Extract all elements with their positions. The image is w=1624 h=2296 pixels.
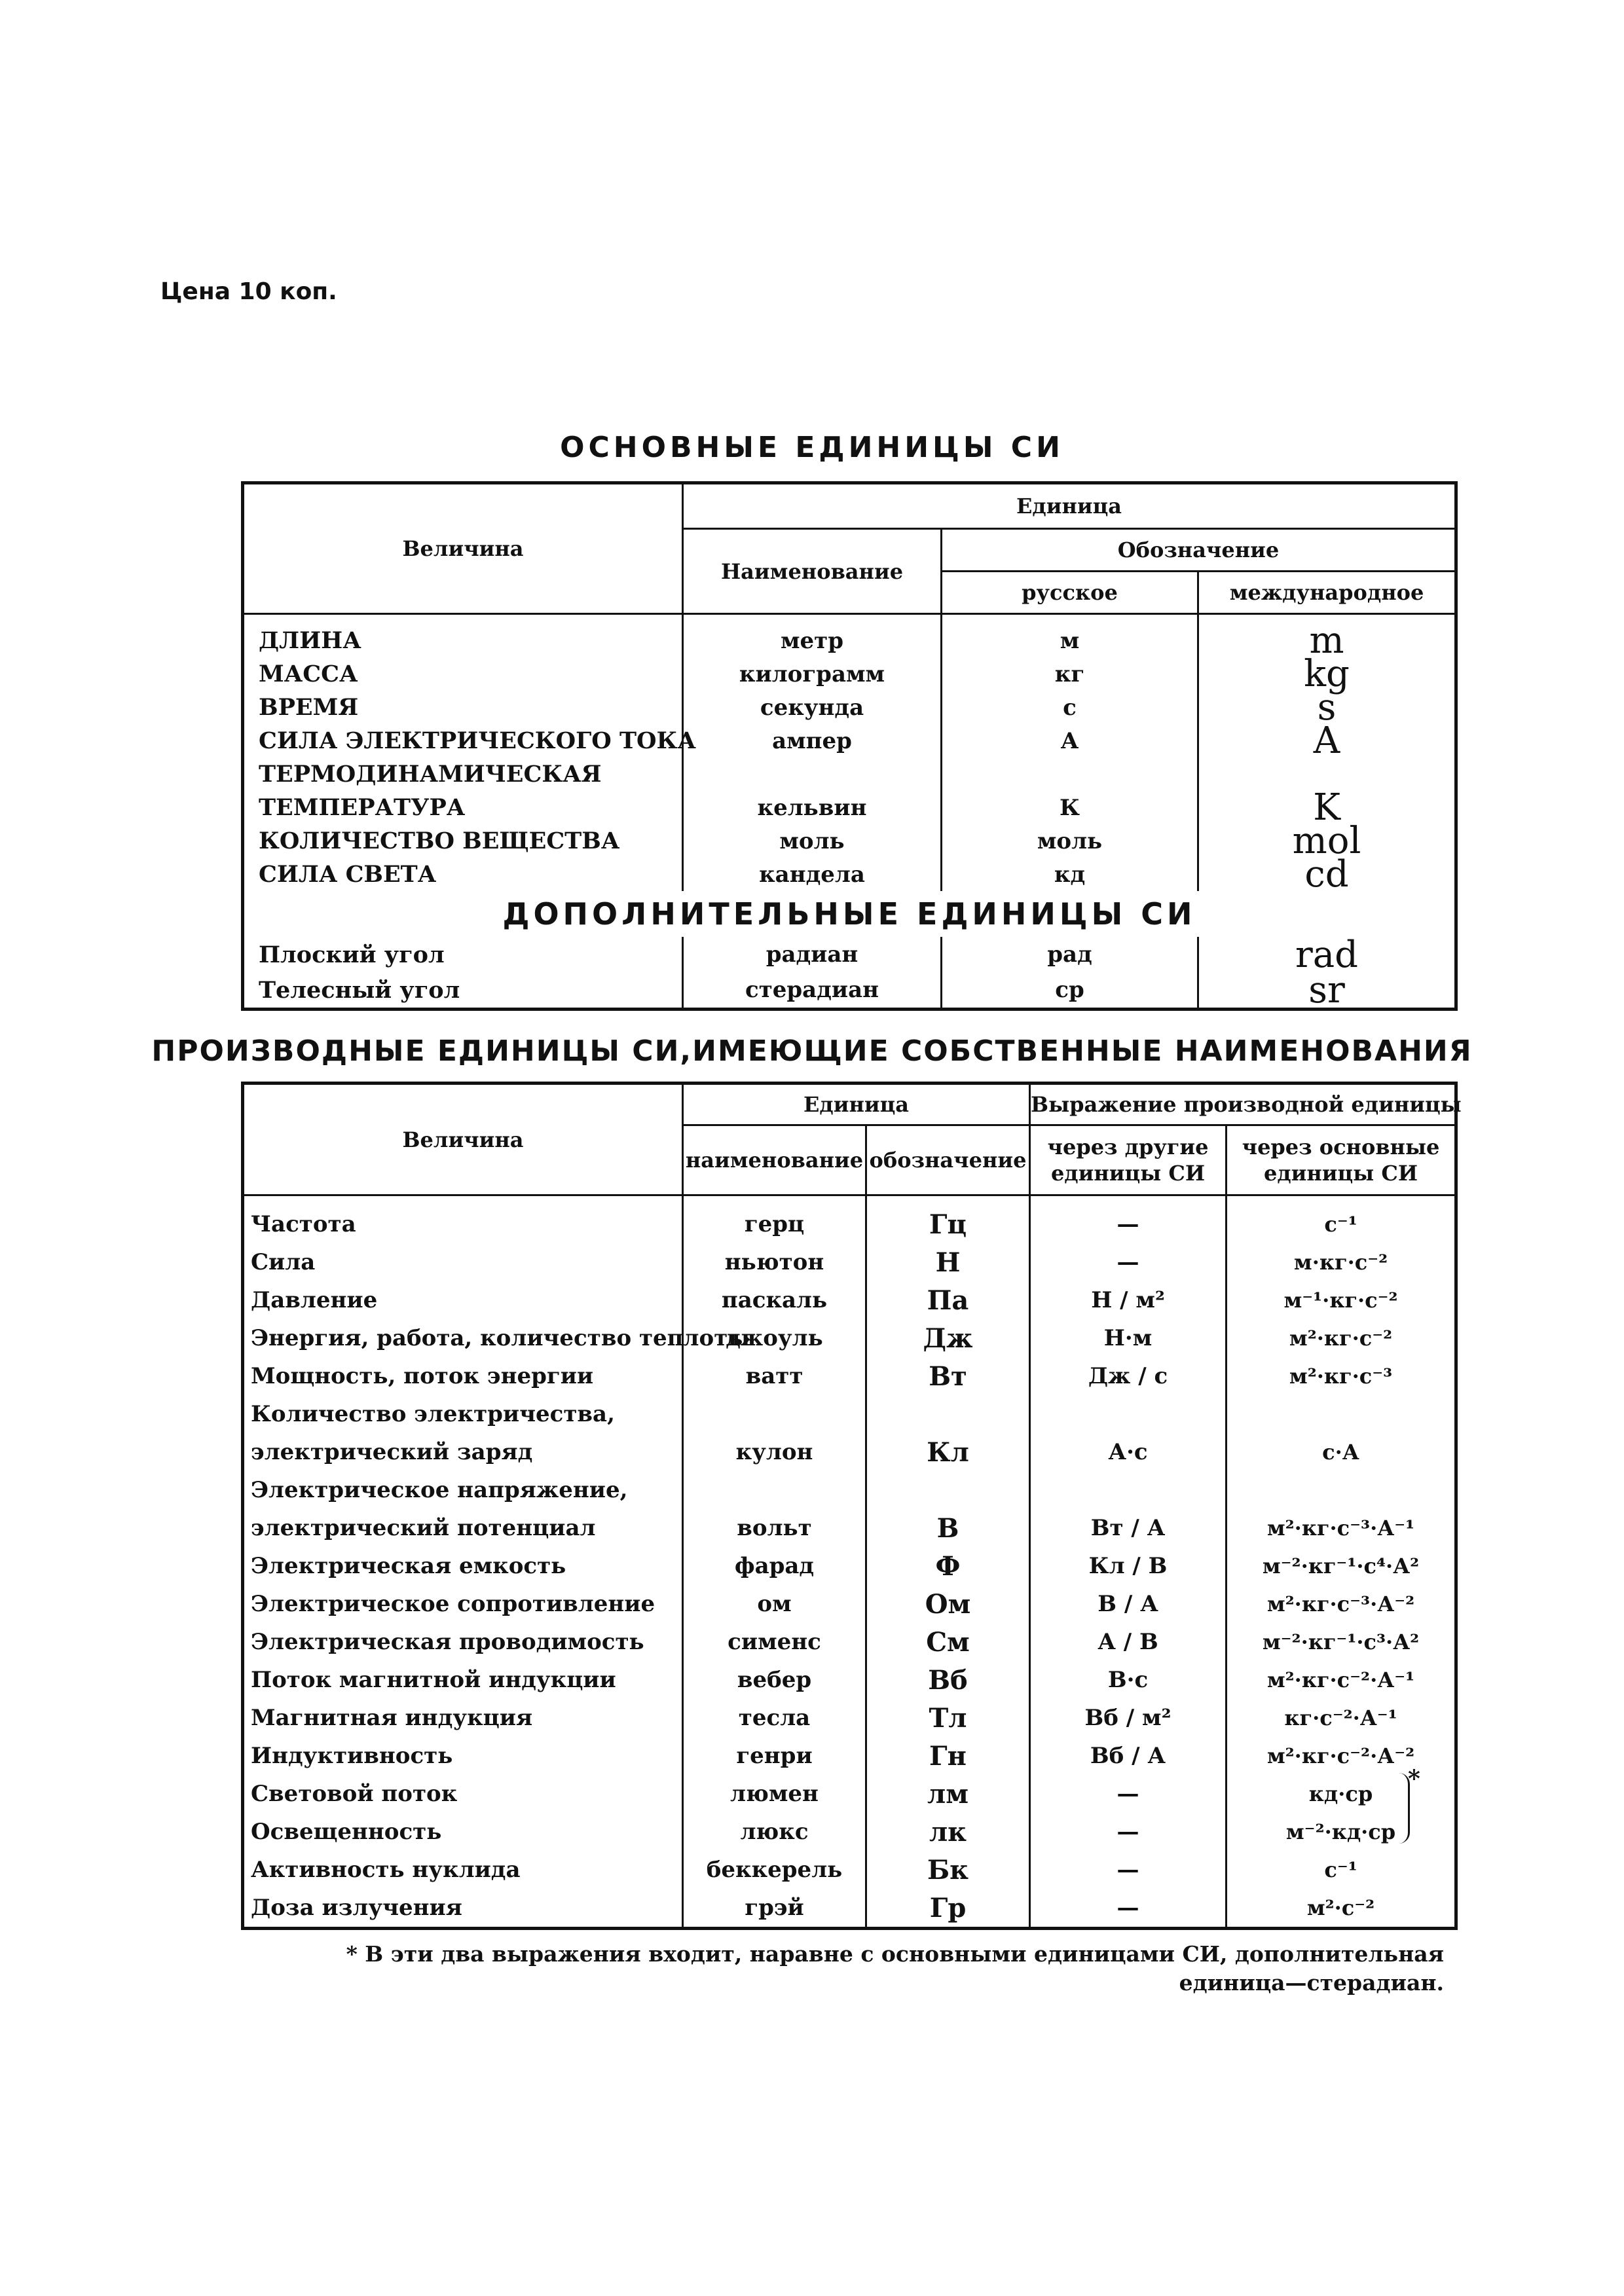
intl-symbol-cell: s [1198,691,1456,724]
unit-symbol-cell [866,1395,1030,1433]
quantity-cell: Поток магнитной индукции [251,1667,616,1693]
unit-name-cell [683,1395,866,1433]
table-row [243,724,1456,757]
intl-symbol-cell: cd [1198,858,1456,891]
header-designation: обозначение [866,1125,1030,1195]
table-row [243,1737,1456,1775]
ru-symbol-cell: м [942,624,1198,657]
unit-name-cell: сименс [683,1623,866,1661]
via-base-units-cell: с⁻¹ [1227,1205,1456,1243]
unit-name-cell: джоуль [683,1319,866,1357]
ru-symbol-cell: кг [942,657,1198,691]
quantity-cell: СИЛА СВЕТА [259,861,437,888]
footnote-line-2: единица—стерадиан. [1179,1970,1444,1995]
header-quantity: Величина [243,483,683,614]
intl-symbol-cell: mol [1198,824,1456,858]
via-other-units-cell: — [1030,1889,1227,1929]
unit-name-cell: метр [683,624,942,657]
table-row [243,1281,1456,1319]
unit-symbol-cell: Вт [866,1357,1030,1395]
via-other-units-cell: В / А [1030,1585,1227,1623]
via-base-units-cell: м²·кг·с⁻³ [1227,1357,1456,1395]
table-row [243,657,1456,691]
via-other-units-cell: — [1030,1851,1227,1889]
quantity-cell: электрический потенциал [251,1515,596,1541]
table-row [243,1433,1456,1471]
brace-mark [1399,1765,1420,1851]
quantity-cell: МАССА [259,661,358,687]
ru-symbol-cell: А [942,724,1198,757]
via-other-units-cell: — [1030,1813,1227,1851]
unit-name-cell: герц [683,1205,866,1243]
quantity-cell: СИЛА ЭЛЕКТРИЧЕСКОГО ТОКА [259,727,696,754]
unit-name-cell: фарад [683,1547,866,1585]
price-label: Цена 10 коп. [160,278,337,305]
header-via-base-line1: через основные [1242,1135,1440,1159]
table-row [243,624,1456,657]
quantity-cell: ТЕРМОДИНАМИЧЕСКАЯ [259,761,602,788]
unit-symbol-cell: Кл [866,1433,1030,1471]
quantity-cell: Активность нуклида [251,1857,521,1883]
quantity-cell: Телесный угол [259,976,460,1004]
via-base-units-cell: м⁻²·кг⁻¹·с⁴·А² [1227,1547,1456,1585]
ru-symbol-cell: рад [942,937,1198,972]
unit-symbol-cell [866,1471,1030,1509]
table-row [243,1585,1456,1623]
table-row [243,937,1456,972]
unit-symbol-cell: Гн [866,1737,1030,1775]
quantity-cell: Электрическое сопротивление [251,1591,655,1617]
derived-units-table [241,1082,1462,1930]
supplementary-units-title: ДОПОЛНИТЕЛЬНЫЕ ЕДИНИЦЫ СИ [502,896,1196,932]
via-base-units-cell: м²·с⁻² [1227,1889,1456,1929]
quantity-cell: Плоский угол [259,941,445,968]
header-expression: Выражение производной единицы [1030,1084,1456,1125]
unit-symbol-cell: Па [866,1281,1030,1319]
unit-name-cell: беккерель [683,1851,866,1889]
unit-name-cell: кулон [683,1433,866,1471]
intl-symbol-cell: K [1198,791,1456,824]
via-other-units-cell [1030,1471,1227,1509]
table-row [243,858,1456,891]
table-row [243,1205,1456,1243]
quantity-cell: Доза излучения [251,1895,462,1921]
unit-symbol-cell: лм [866,1775,1030,1813]
via-base-units-cell: м²·кг·с⁻³·А⁻² [1227,1585,1456,1623]
header-name: Наименование [683,529,942,614]
quantity-cell: Индуктивность [251,1743,453,1769]
unit-name-cell: стерадиан [683,972,942,1010]
via-base-units-cell: м²·кг·с⁻²·А⁻² [1227,1737,1456,1775]
ru-symbol-cell: К [942,791,1198,824]
ru-symbol-cell: ср [942,972,1198,1010]
table-row [243,757,1456,791]
header-unit: Единица [683,1084,1030,1125]
unit-name-cell: кандела [683,858,942,891]
unit-symbol-cell: Н [866,1243,1030,1281]
via-base-units-cell: м²·кг·с⁻² [1227,1319,1456,1357]
table-row [243,1623,1456,1661]
quantity-cell: Электрическая емкость [251,1553,566,1579]
intl-symbol-cell: rad [1198,937,1456,972]
unit-name-cell [683,757,942,791]
header-russian: русское [942,572,1198,614]
ru-symbol-cell [942,757,1198,791]
header-via-other-line1: через другие [1047,1135,1209,1159]
unit-name-cell: ватт [683,1357,866,1395]
brace-asterisk: * [1408,1765,1420,1793]
via-other-units-cell: Н / м² [1030,1281,1227,1319]
header-quantity: Величина [243,1084,683,1195]
quantity-cell: ТЕМПЕРАТУРА [259,794,466,821]
intl-symbol-cell: sr [1198,972,1456,1010]
via-base-units-cell: м⁻²·кг⁻¹·с³·А² [1227,1623,1456,1661]
via-other-units-cell: Дж / с [1030,1357,1227,1395]
via-base-units-cell: с·А [1227,1433,1456,1471]
via-other-units-cell: Н·м [1030,1319,1227,1357]
header-via-base-line2: единицы СИ [1263,1161,1418,1186]
unit-name-cell [683,1471,866,1509]
table-row [243,1509,1456,1547]
derived-units-title: ПРОИЗВОДНЫЕ ЕДИНИЦЫ СИ,ИМЕЮЩИЕ СОБСТВЕННЫЕ НАИМЕНОВАНИЯ [151,1034,1473,1068]
table-row [243,1775,1456,1813]
unit-name-cell: килограмм [683,657,942,691]
quantity-cell: ВРЕМЯ [259,694,359,721]
unit-name-cell: радиан [683,937,942,972]
quantity-cell: ДЛИНА [259,627,361,654]
table-row [243,791,1456,824]
via-other-units-cell: Вб / А [1030,1737,1227,1775]
quantity-cell: Количество электричества, [251,1401,615,1427]
quantity-cell: Электрическое напряжение, [251,1477,628,1503]
quantity-cell: Электрическая проводимость [251,1629,644,1655]
table-row [243,1395,1456,1433]
unit-name-cell: кельвин [683,791,942,824]
via-base-units-cell: м⁻²·кд·ср [1227,1813,1456,1851]
quantity-cell: Световой поток [251,1781,458,1807]
unit-symbol-cell: Ом [866,1585,1030,1623]
unit-symbol-cell: В [866,1509,1030,1547]
base-units-title: ОСНОВНЫЕ ЕДИНИЦЫ СИ [560,431,1064,464]
quantity-cell: Магнитная индукция [251,1705,533,1731]
header-via-other-units [1030,1125,1227,1195]
via-base-units-cell: м·кг·с⁻² [1227,1243,1456,1281]
unit-symbol-cell: Бк [866,1851,1030,1889]
table-row [243,1889,1456,1929]
via-base-units-cell [1227,1471,1456,1509]
unit-name-cell: люмен [683,1775,866,1813]
unit-symbol-cell: См [866,1623,1030,1661]
table-row [243,1471,1456,1509]
quantity-cell: Освещенность [251,1819,442,1845]
via-base-units-cell: с⁻¹ [1227,1851,1456,1889]
via-other-units-cell: — [1030,1775,1227,1813]
unit-name-cell: люкс [683,1813,866,1851]
quantity-cell: Частота [251,1211,356,1237]
via-other-units-cell: Вб / м² [1030,1699,1227,1737]
header-via-base-units [1227,1125,1456,1195]
via-other-units-cell: В·с [1030,1661,1227,1699]
unit-name-cell: ньютон [683,1243,866,1281]
unit-name-cell: моль [683,824,942,858]
via-base-units-cell: м⁻¹·кг·с⁻² [1227,1281,1456,1319]
via-base-units-cell: кг·с⁻²·А⁻¹ [1227,1699,1456,1737]
base-units-table [241,481,1458,1011]
unit-name-cell: вольт [683,1509,866,1547]
header-unit: Единица [683,483,1456,529]
unit-name-cell: вебер [683,1661,866,1699]
intl-symbol-cell: m [1198,624,1456,657]
via-other-units-cell [1030,1395,1227,1433]
unit-name-cell: грэй [683,1889,866,1929]
table-row [243,1319,1456,1357]
quantity-cell: Энергия, работа, количество теплоты [251,1325,750,1351]
unit-name-cell: тесла [683,1699,866,1737]
via-other-units-cell: — [1030,1205,1227,1243]
table-row [243,824,1456,858]
via-other-units-cell: Вт / А [1030,1509,1227,1547]
intl-symbol-cell: A [1198,724,1456,757]
via-other-units-cell: — [1030,1243,1227,1281]
unit-symbol-cell: Тл [866,1699,1030,1737]
table-row [243,691,1456,724]
via-other-units-cell: А·с [1030,1433,1227,1471]
unit-name-cell: ом [683,1585,866,1623]
unit-symbol-cell: Гц [866,1205,1030,1243]
ru-symbol-cell: моль [942,824,1198,858]
via-other-units-cell: А / В [1030,1623,1227,1661]
quantity-cell: КОЛИЧЕСТВО ВЕЩЕСТВА [259,828,620,854]
table-row [243,1851,1456,1889]
unit-symbol-cell: Ф [866,1547,1030,1585]
via-base-units-cell [1227,1395,1456,1433]
quantity-cell: Мощность, поток энергии [251,1363,594,1389]
header-designation: Обозначение [942,529,1456,572]
unit-name-cell: ампер [683,724,942,757]
header-via-other-line2: единицы СИ [1050,1161,1206,1186]
table-row [243,1547,1456,1585]
via-base-units-cell: кд·ср [1227,1775,1456,1813]
quantity-cell: Давление [251,1287,378,1313]
intl-symbol-cell: kg [1198,657,1456,691]
table-row [243,1243,1456,1281]
ru-symbol-cell: с [942,691,1198,724]
table-row [243,1661,1456,1699]
quantity-cell: электрический заряд [251,1439,533,1465]
via-other-units-cell: Кл / В [1030,1547,1227,1585]
unit-name-cell: паскаль [683,1281,866,1319]
quantity-cell: Сила [251,1249,316,1275]
unit-symbol-cell: Гр [866,1889,1030,1929]
header-name: наименование [683,1125,866,1195]
unit-symbol-cell: Дж [866,1319,1030,1357]
table-row [243,1813,1456,1851]
unit-symbol-cell: лк [866,1813,1030,1851]
footnote-line-1: * В эти два выражения входит, наравне с основными единицами СИ, дополнительная [346,1941,1444,1967]
via-base-units-cell: м²·кг·с⁻²·А⁻¹ [1227,1661,1456,1699]
unit-name-cell: секунда [683,691,942,724]
unit-symbol-cell: Вб [866,1661,1030,1699]
table-row [243,1357,1456,1395]
via-base-units-cell: м²·кг·с⁻³·А⁻¹ [1227,1509,1456,1547]
unit-name-cell: генри [683,1737,866,1775]
table-row [243,1699,1456,1737]
header-international: международное [1198,572,1456,614]
table-row [243,972,1456,1010]
ru-symbol-cell: кд [942,858,1198,891]
